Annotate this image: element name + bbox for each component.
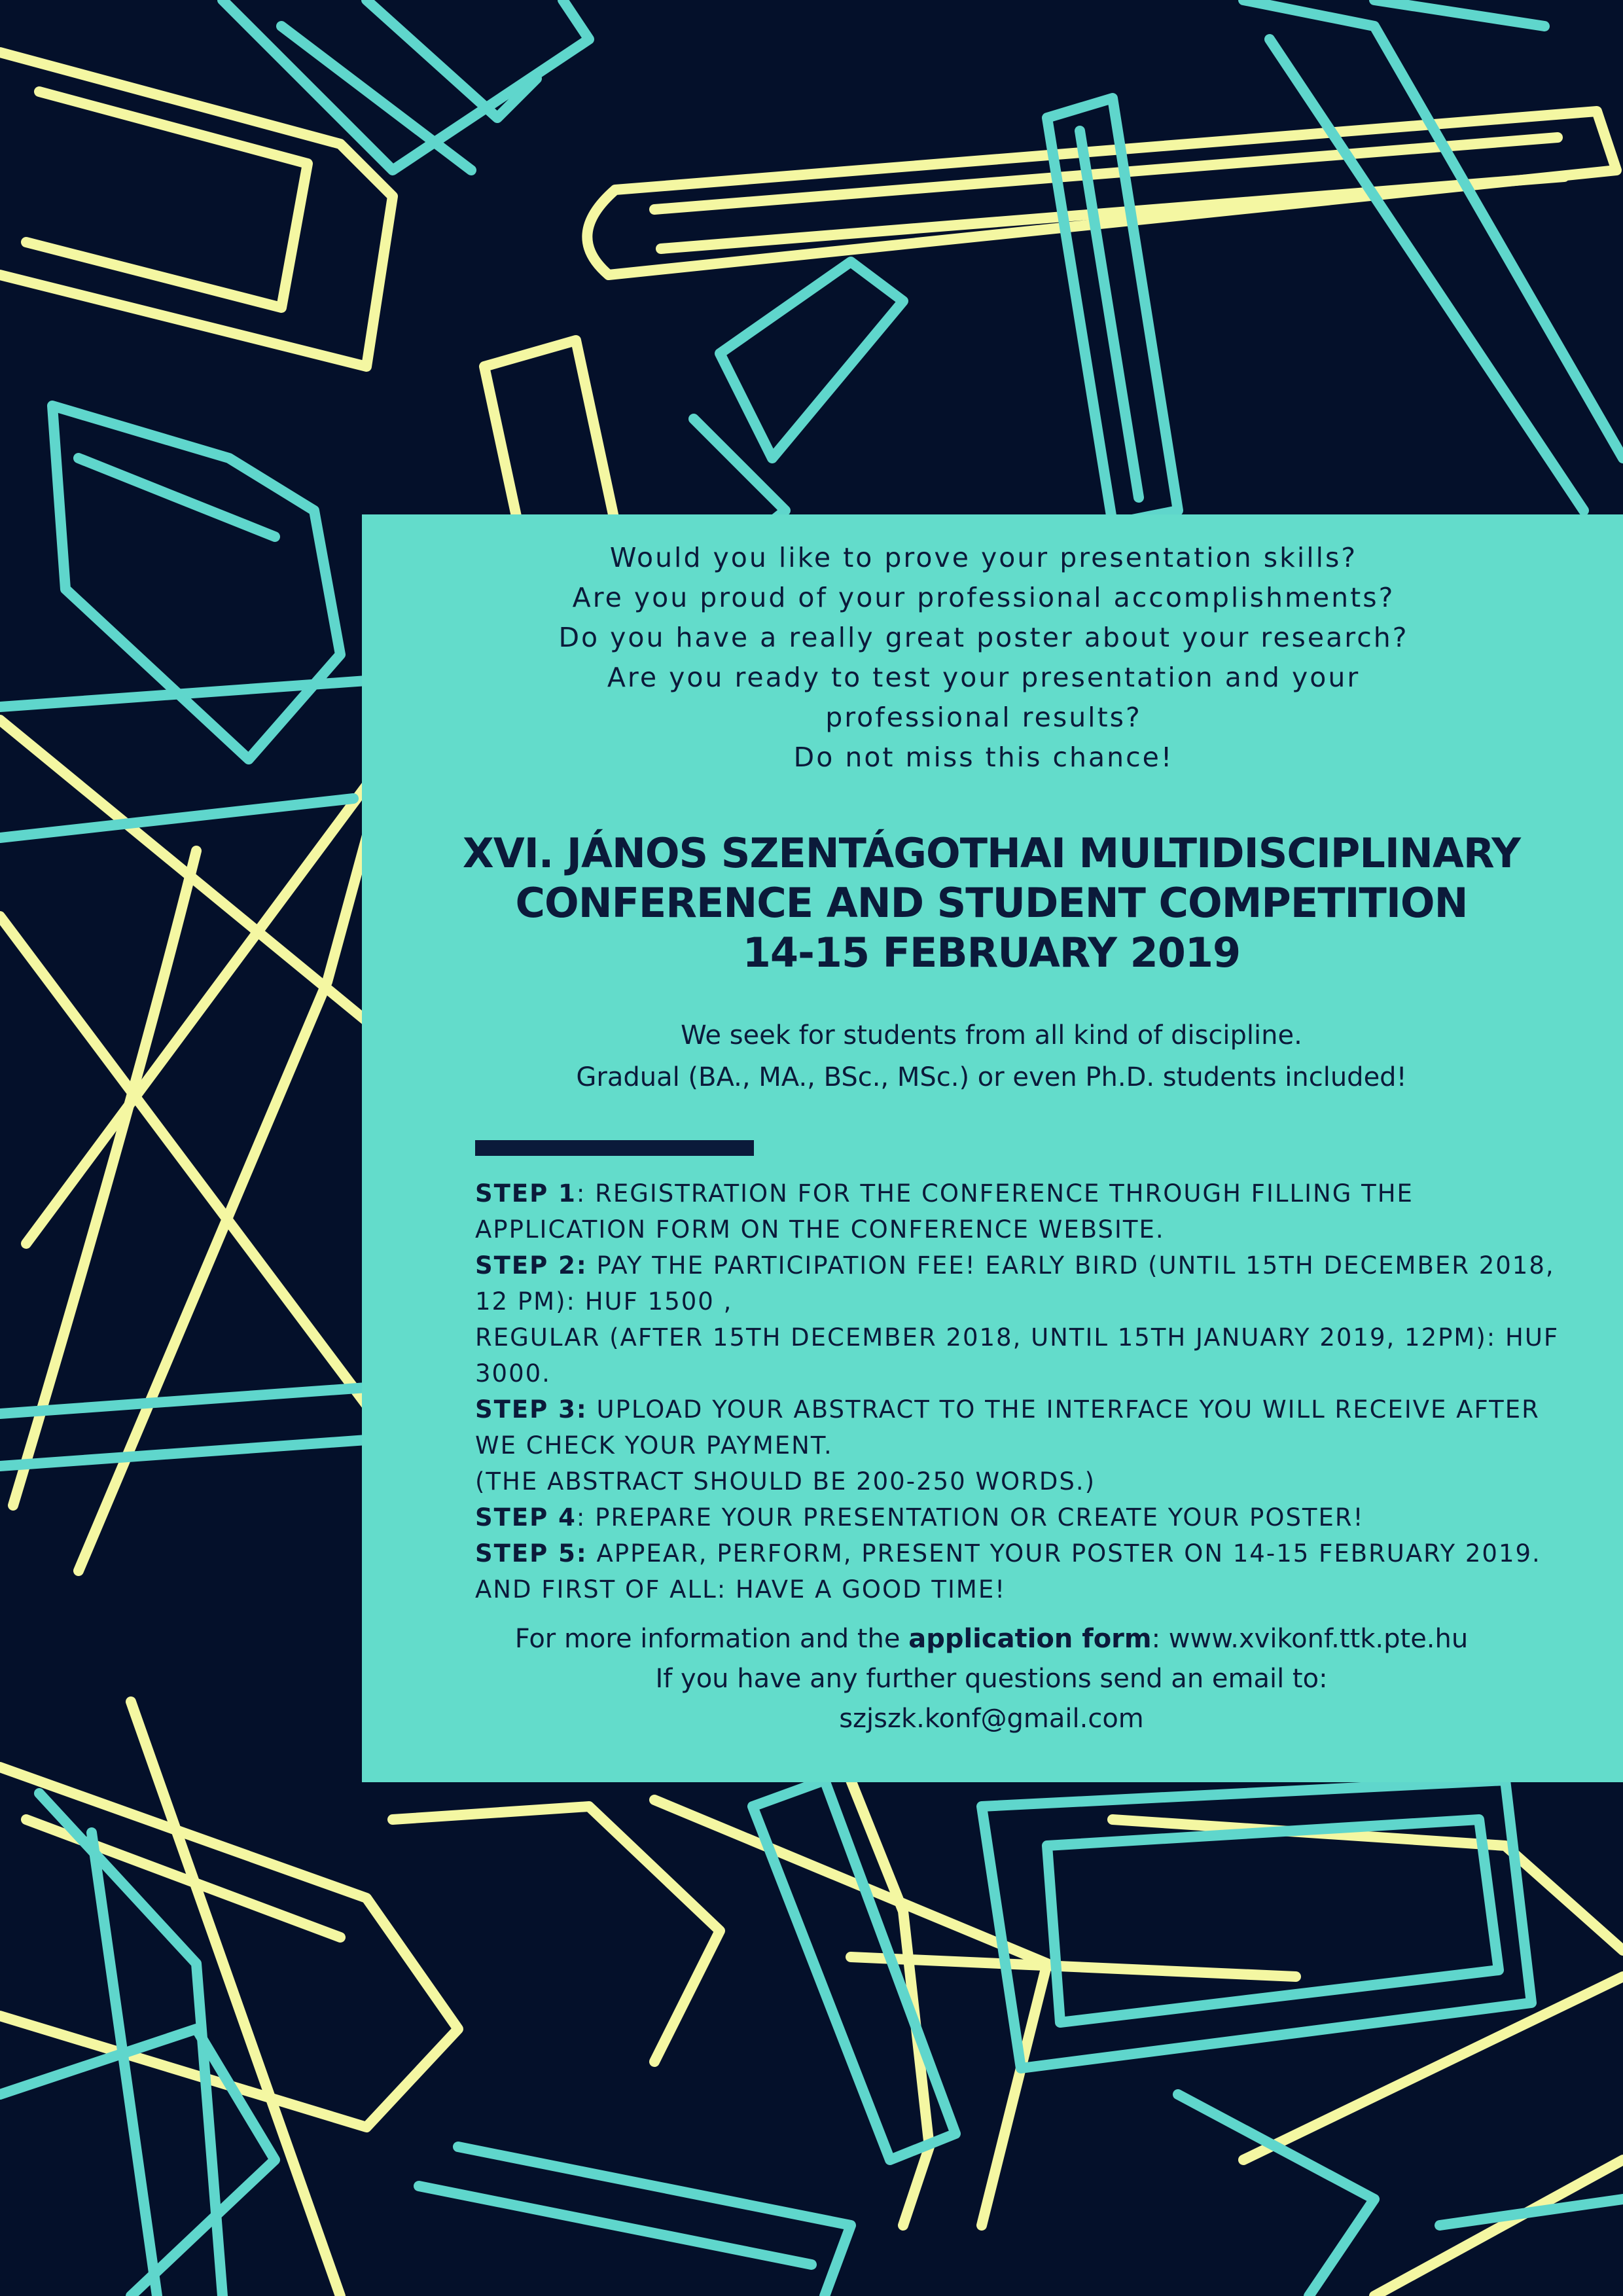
title-line: XVI. JÁNOS SZENTÁGOTHAI MULTIDISCIPLINARY <box>462 829 1521 877</box>
contact-email: szjszk.konf@gmail.com <box>839 1704 1144 1734</box>
step-1 <box>475 1175 1561 1247</box>
questions-line: If you have any further questions send an email to: <box>655 1664 1328 1694</box>
step-label: STEP 4 <box>475 1503 577 1532</box>
contact-info <box>362 1619 1621 1739</box>
step-5 <box>475 1535 1561 1607</box>
seek-line: Gradual (BA., MA., BSc., MSc.) or even Ph.D. students included! <box>576 1062 1407 1092</box>
seek-line: We seek for students from all kind of discipline. <box>681 1020 1302 1050</box>
step-text: APPEAR, PERFORM, PRESENT YOUR POSTER ON 14-15 FEBRUARY 2019. AND FIRST OF ALL: HAVE A GOOD TIME! <box>475 1539 1541 1604</box>
intro-line: Are you ready to test your presentation and your <box>607 662 1361 693</box>
step-label: STEP 1 <box>475 1179 577 1208</box>
audience-statement <box>362 1014 1621 1098</box>
step-4 <box>475 1499 1561 1535</box>
step-text: : PREPARE YOUR PRESENTATION OR CREATE YOUR POSTER! <box>576 1503 1364 1532</box>
step-text: PAY THE PARTICIPATION FEE! EARLY BIRD (UNTIL 15TH DECEMBER 2018, 12 PM): HUF 1500 , <box>475 1251 1555 1316</box>
application-form-label: application form <box>908 1624 1152 1654</box>
intro-line: Would you like to prove your presentation skills? <box>609 542 1358 573</box>
website-url: : www.xvikonf.ttk.pte.hu <box>1151 1624 1469 1654</box>
intro-questions <box>362 538 1605 778</box>
divider-bar <box>475 1140 754 1156</box>
title-date: 14-15 FEBRUARY 2019 <box>742 929 1241 977</box>
intro-line: professional results? <box>825 702 1142 733</box>
website-prefix: For more information and the <box>514 1624 909 1654</box>
intro-line: Are you proud of your professional accomplishments? <box>572 582 1395 613</box>
title-line: CONFERENCE AND STUDENT COMPETITION <box>515 879 1468 927</box>
step-3 <box>475 1391 1561 1463</box>
step-label: STEP 2: <box>475 1251 588 1280</box>
intro-line: Do not miss this chance! <box>793 742 1174 773</box>
conference-title <box>362 829 1621 978</box>
step-text: : REGISTRATION FOR THE CONFERENCE THROUGH FILLING THE APPLICATION FORM ON THE CONFERENCE WEBSITE. <box>475 1179 1414 1244</box>
step-3-note: (THE ABSTRACT SHOULD BE 200-250 WORDS.) <box>475 1467 1096 1496</box>
step-2-regular: REGULAR (AFTER 15TH DECEMBER 2018, UNTIL 15TH JANUARY 2019, 12PM): HUF 3000. <box>475 1323 1560 1388</box>
step-text: UPLOAD YOUR ABSTRACT TO THE INTERFACE YOU WILL RECEIVE AFTER WE CHECK YOUR PAYMENT. <box>475 1395 1540 1460</box>
intro-line: Do you have a really great poster about your research? <box>558 622 1409 653</box>
step-label: STEP 5: <box>475 1539 588 1568</box>
step-label: STEP 3: <box>475 1395 588 1424</box>
step-2 <box>475 1247 1561 1319</box>
website-line <box>362 1619 1621 1659</box>
info-panel <box>362 514 1623 1782</box>
steps-list <box>475 1175 1561 1607</box>
